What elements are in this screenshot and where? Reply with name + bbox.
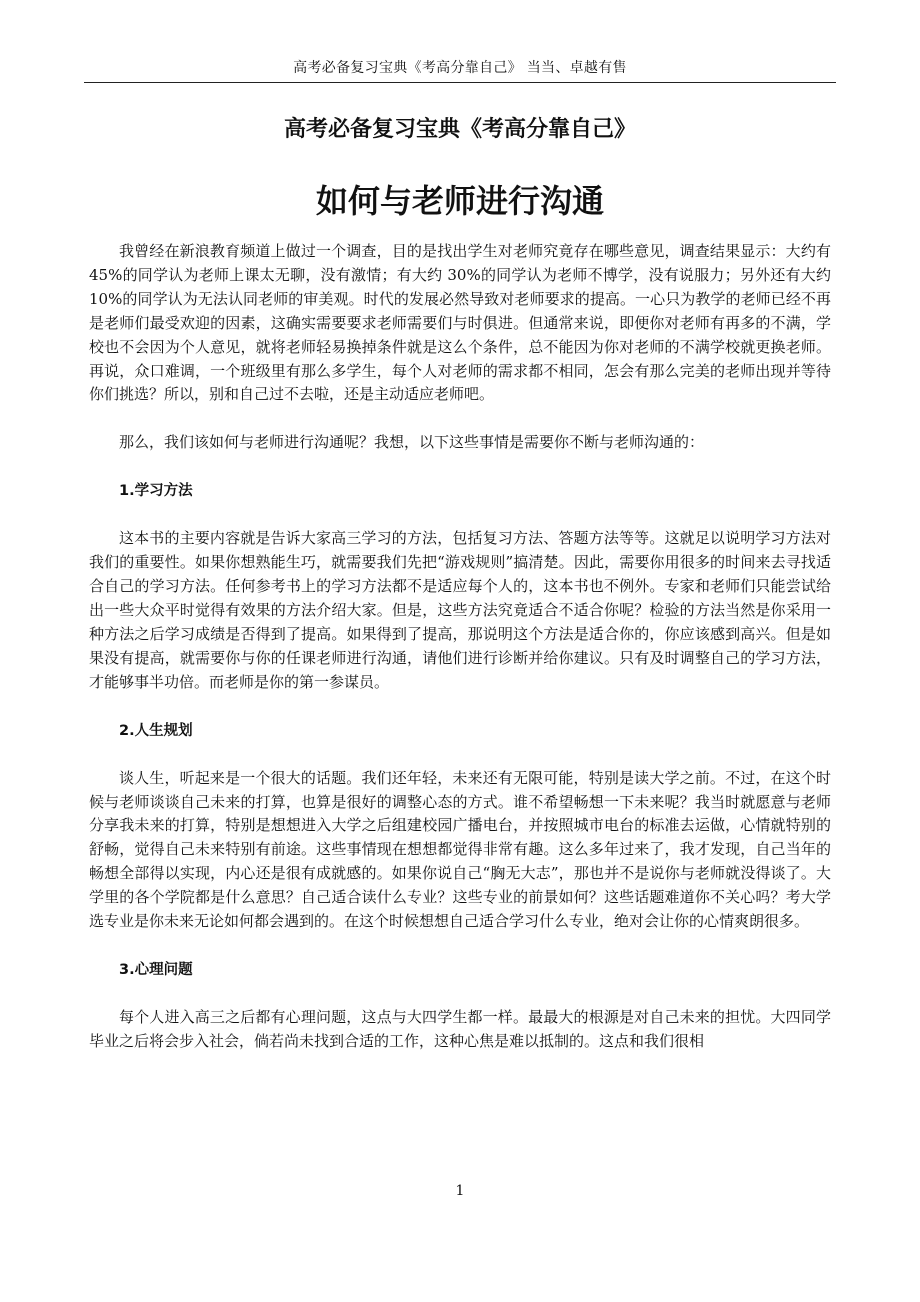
document-title: 如何与老师进行沟通 [315, 182, 604, 220]
document-subtitle: 高考必备复习宝典《考高分靠自己》 [283, 117, 636, 142]
section-paragraph-psychology: 每个人进入高三之后都有心理问题，这点与大四学生都一样。最最大的根源是对自己未来的担忧。大四同学毕业之后将会步入社会，倘若尚未找到合适的工作，这种心焦是难以抵制的。这点和我们很相 [89, 1007, 831, 1050]
section-paragraph-study-methods: 这本书的主要内容就是告诉大家高三学习的方法，包括复习方法、答题方法等等。这就足以说明学习方法对我们的重要性。如果你想熟能生巧，就需要我们先把“游戏规则”搞清楚。因此，需要你用很多的时间来去寻找适合自己的学习方法。任何参考书上的学习方法都不是适应每个人的，这本书也不例外。专家和老师们只能尝试给出一些大众平时觉得有效果的方法介绍大家。但是，这些方法究竟适合不适合你呢？检验的方法当然是你采用一种方法之后学习成绩是否得到了提高。如果得到了提高，那说明这个方法是适合你的，你应该感到高兴。但是如果没有提高，就需要你与你的任课老师进行沟通，请他们进行诊断并给你建议。只有及时调整自己的学习方法，才能够事半功倍。而老师是你的第一参谋员。 [89, 529, 831, 691]
section-heading-life-planning: 2.人生规划 [119, 722, 193, 739]
page-number: 1 [455, 1183, 465, 1199]
running-header: 高考必备复习宝典《考高分靠自己》 当当、卓越有售 [84, 57, 836, 83]
section-heading-study-methods: 1.学习方法 [119, 483, 193, 500]
section-heading-psychology: 3.心理问题 [119, 961, 193, 978]
article-body [89, 240, 831, 1054]
intro-paragraph: 我曾经在新浪教育频道上做过一个调查，目的是找出学生对老师究竟存在哪些意见，调查结果显示：大约有 45%的同学认为老师上课太无聊，没有激情；有大约 30%的同学认为老师不博学，没有说服力；另外还有大约 10%的同学认为无法认同老师的审美观。时代的发展必然导致对老师要求的提高。一心只为教学的老师已经不再是老师们最受欢迎的因素，这确实需要要求老师需要们与时俱进。但通常来说，即便你对老师有再多的不满，学校也不会因为个人意见，就将老师轻易换掉条件就是这么个条件，总不能因为你对老师的不满学校就更换老师。再说，众口难调，一个班级里有那么多学生，每个人对老师的需求都不相同，怎会有那么完美的老师出现并等待你们挑选？所以，别和自己过不去啦，还是主动适应老师吧。 [89, 242, 831, 404]
transition-paragraph: 那么，我们该如何与老师进行沟通呢？我想，以下这些事情是需要你不断与老师沟通的： [119, 433, 705, 452]
section-paragraph-life-planning: 谈人生，听起来是一个很大的话题。我们还年轻，未来还有无限可能，特别是读大学之前。不过，在这个时候与老师谈谈自己未来的打算，也算是很好的调整心态的方式。谁不希望畅想一下未来呢？我当时就愿意与老师分享我未来的打算，特别是想想进入大学之后组建校园广播电台，并按照城市电台的标准去运做，心情就特别的舒畅，觉得自己未来特别有前途。这些事情现在想想都觉得非常有趣。这么多年过来了，我才发现，自己当年的畅想全部得以实现，内心还是很有成就感的。如果你说自己“胸无大志”，那也并不是说你与老师就没得谈了。大学里的各个学院都是什么意思？自己适合读什么专业？这些专业的前景如何？这些话题难道你不关心吗？考大学选专业是你未来无论如何都会遇到的。在这个时候想想自己适合学习什么专业，绝对会让你的心情爽朗很多。 [89, 768, 831, 931]
